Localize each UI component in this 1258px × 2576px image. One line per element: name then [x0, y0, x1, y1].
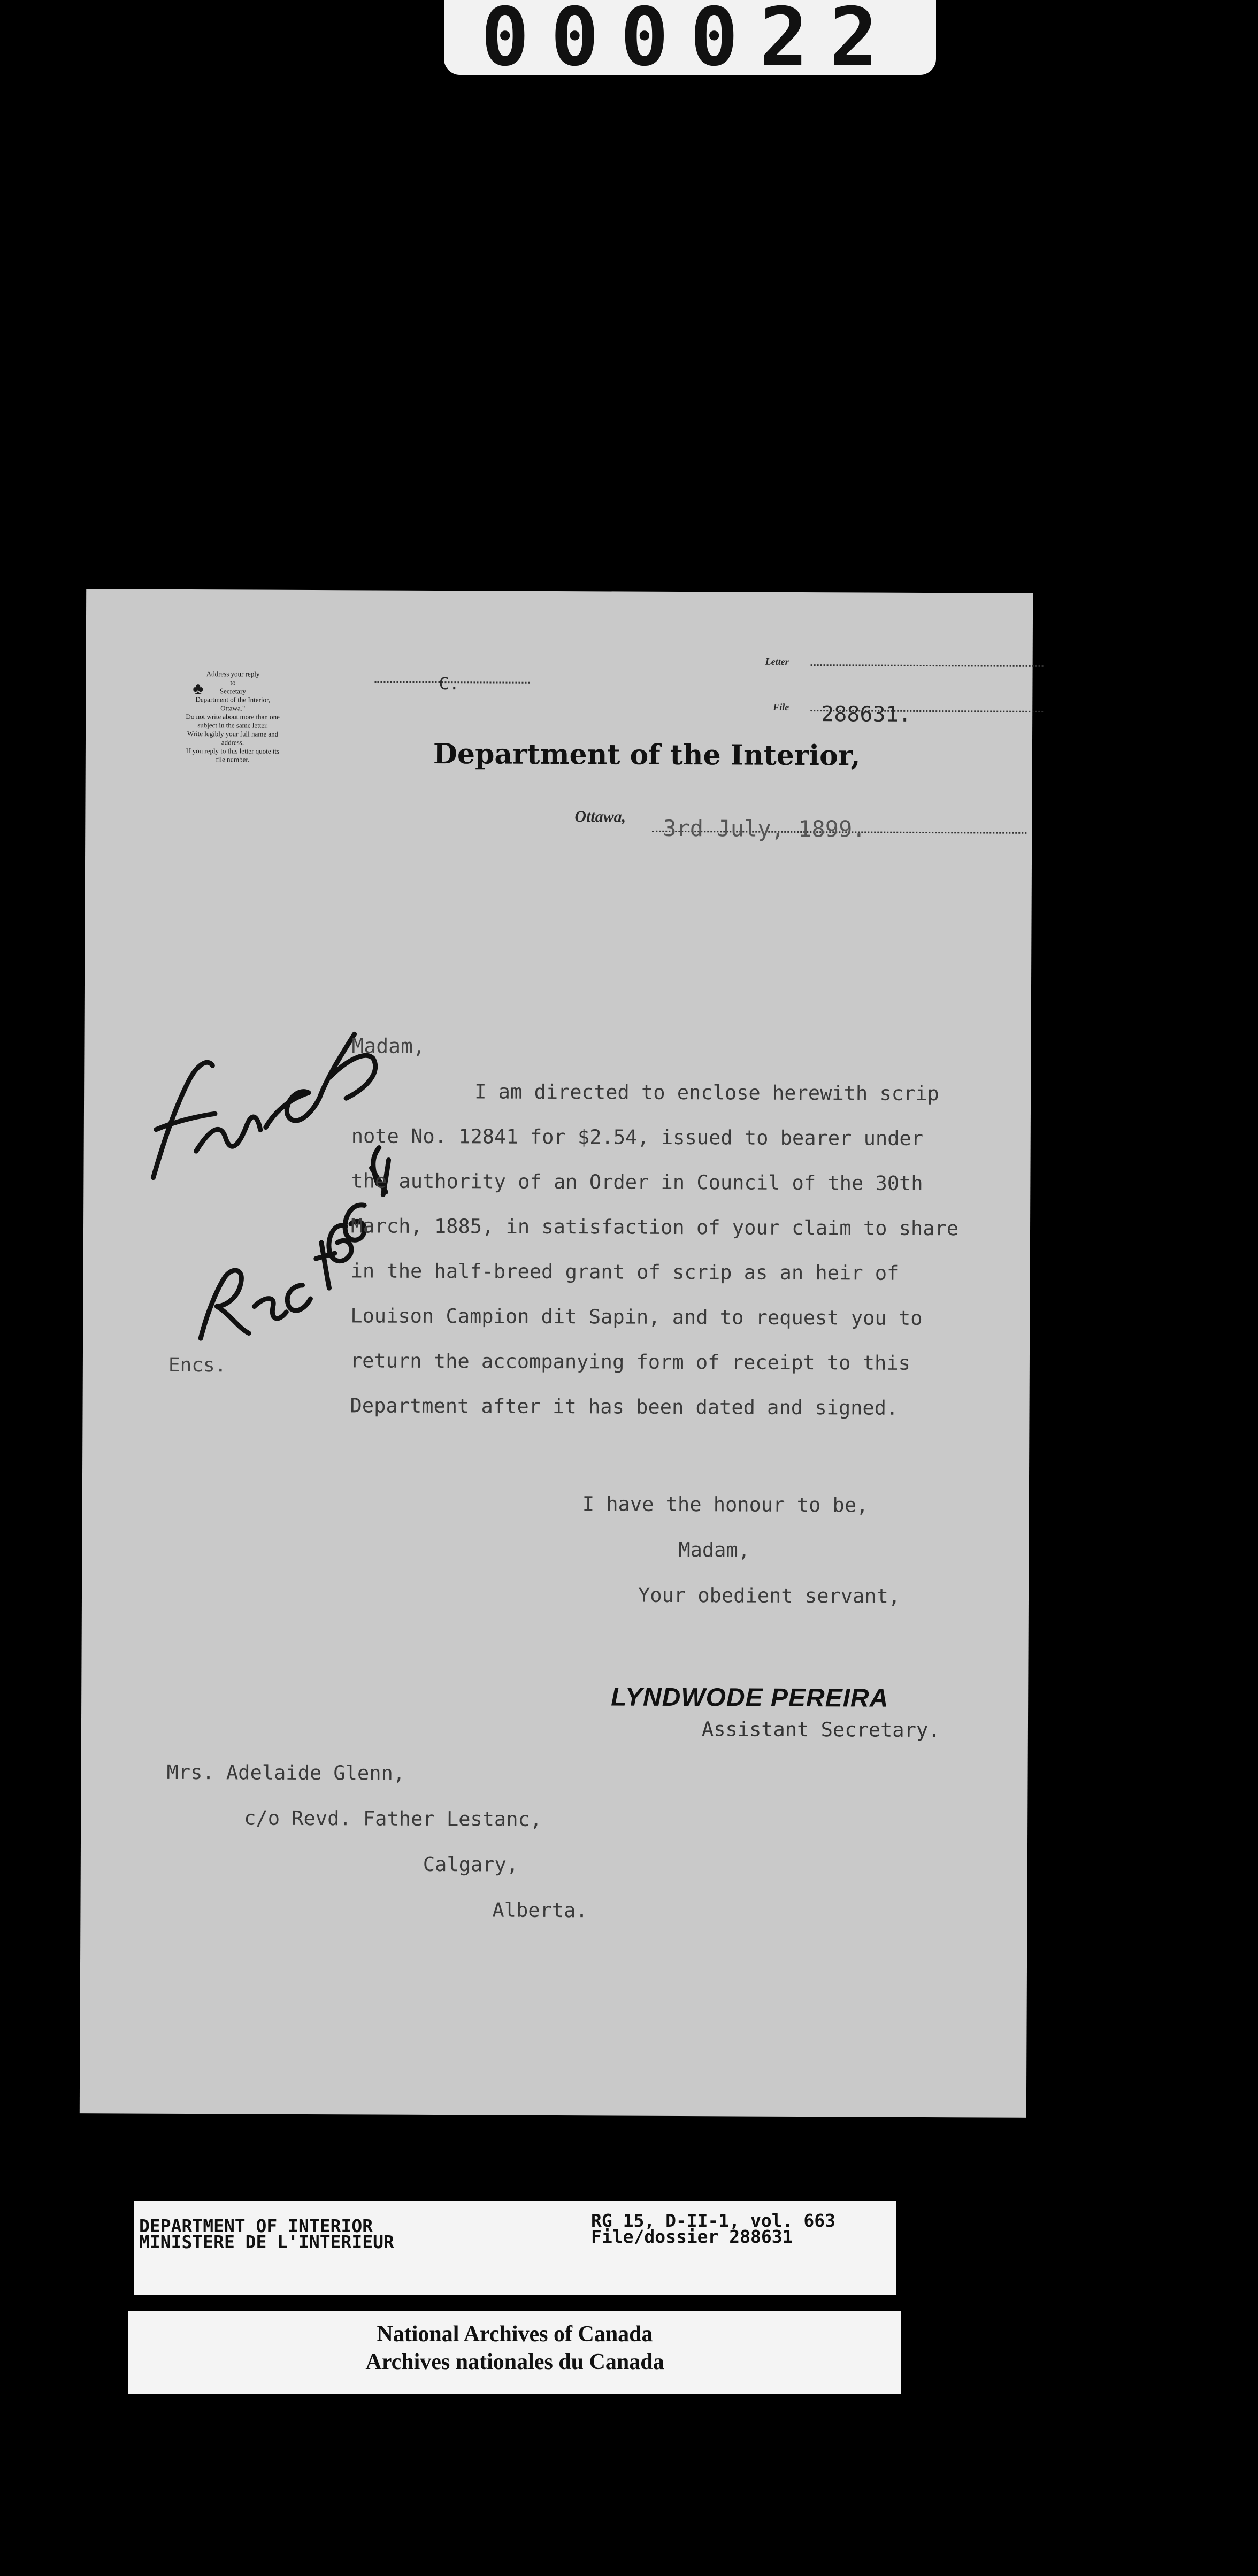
signature: LYNDWODE PEREIRA [611, 1683, 889, 1713]
notice-line: file number. [216, 755, 250, 764]
address-line: c/o Revd. Father Lestanc, [244, 1806, 542, 1831]
signature-title: Assistant Secretary. [701, 1718, 940, 1742]
body-line: Louison Campion dit Sapin, and to request you to [350, 1304, 923, 1330]
archives-name-en: National Archives of Canada [377, 2322, 653, 2347]
body-line: March, 1885, in satisfaction of your claim to share [350, 1214, 959, 1240]
notice-line: Address your reply [206, 670, 260, 678]
body-line: the authority of an Order in Council of the 30th [351, 1169, 923, 1195]
body-line: Department after it has been dated and signed. [350, 1394, 899, 1420]
department-title: Department of the Interior, [433, 737, 861, 772]
notice-line: address. [221, 738, 244, 747]
ottawa-label: Ottawa, [574, 808, 626, 826]
letter-label: Letter [765, 656, 789, 667]
body-line: return the accompanying form of receipt to this [350, 1349, 910, 1375]
department-en: DEPARTMENT OF INTERIOR [139, 2215, 373, 2236]
notice-line: Ottawa." [220, 704, 246, 712]
notice-line: to [230, 678, 236, 687]
closing-line: Madam, [678, 1538, 750, 1562]
department-fr: MINISTERE DE L'INTERIEUR [139, 2232, 394, 2252]
notice-line: subject in the same letter. [197, 721, 269, 730]
enclosures-note: Encs. [168, 1354, 227, 1377]
letter-body [350, 1069, 1015, 1431]
address-line: Calgary, [423, 1852, 519, 1876]
record-group: RG 15, D-II-1, vol. 663 [591, 2210, 835, 2231]
crest-icon: ♣ [193, 680, 204, 698]
file-dossier: File/dossier 288631 [591, 2226, 793, 2247]
frame-number: 000022 [444, 0, 936, 75]
notice-line: Do not write about more than one [186, 712, 280, 721]
notice-line: If you reply to this letter quote its [186, 746, 280, 755]
address-line: Mrs. Adelaide Glenn, [166, 1760, 405, 1785]
address-notice [142, 670, 324, 764]
letter-sheet [80, 589, 1033, 2118]
body-line: note No. 12841 for $2.54, issued to bearer under [351, 1124, 924, 1150]
notice-line: Department of the Interior, [195, 695, 271, 704]
archives-name-fr: Archives nationales du Canada [365, 2350, 664, 2374]
body-line: in the half-breed grant of scrip as an heir of [350, 1259, 899, 1285]
notice-line: Write legibly your full name and [187, 729, 279, 738]
salutation: Madam, [351, 1034, 425, 1058]
file-number: 288631. [821, 702, 911, 727]
archive-reference-label [134, 2201, 896, 2295]
closing-line: Your obedient servant, [638, 1583, 901, 1608]
body-line: I am directed to enclose herewith scrip [474, 1080, 939, 1106]
notice-line: Secretary [219, 687, 246, 695]
address-line: Alberta. [492, 1898, 588, 1922]
letter-date: 3rd July, 1899. [663, 815, 866, 842]
archives-name-label [128, 2311, 901, 2394]
letter-line [811, 664, 1044, 667]
c-mark: C. [439, 673, 460, 694]
closing-line: I have the honour to be, [582, 1492, 869, 1517]
file-label: File [773, 701, 789, 712]
